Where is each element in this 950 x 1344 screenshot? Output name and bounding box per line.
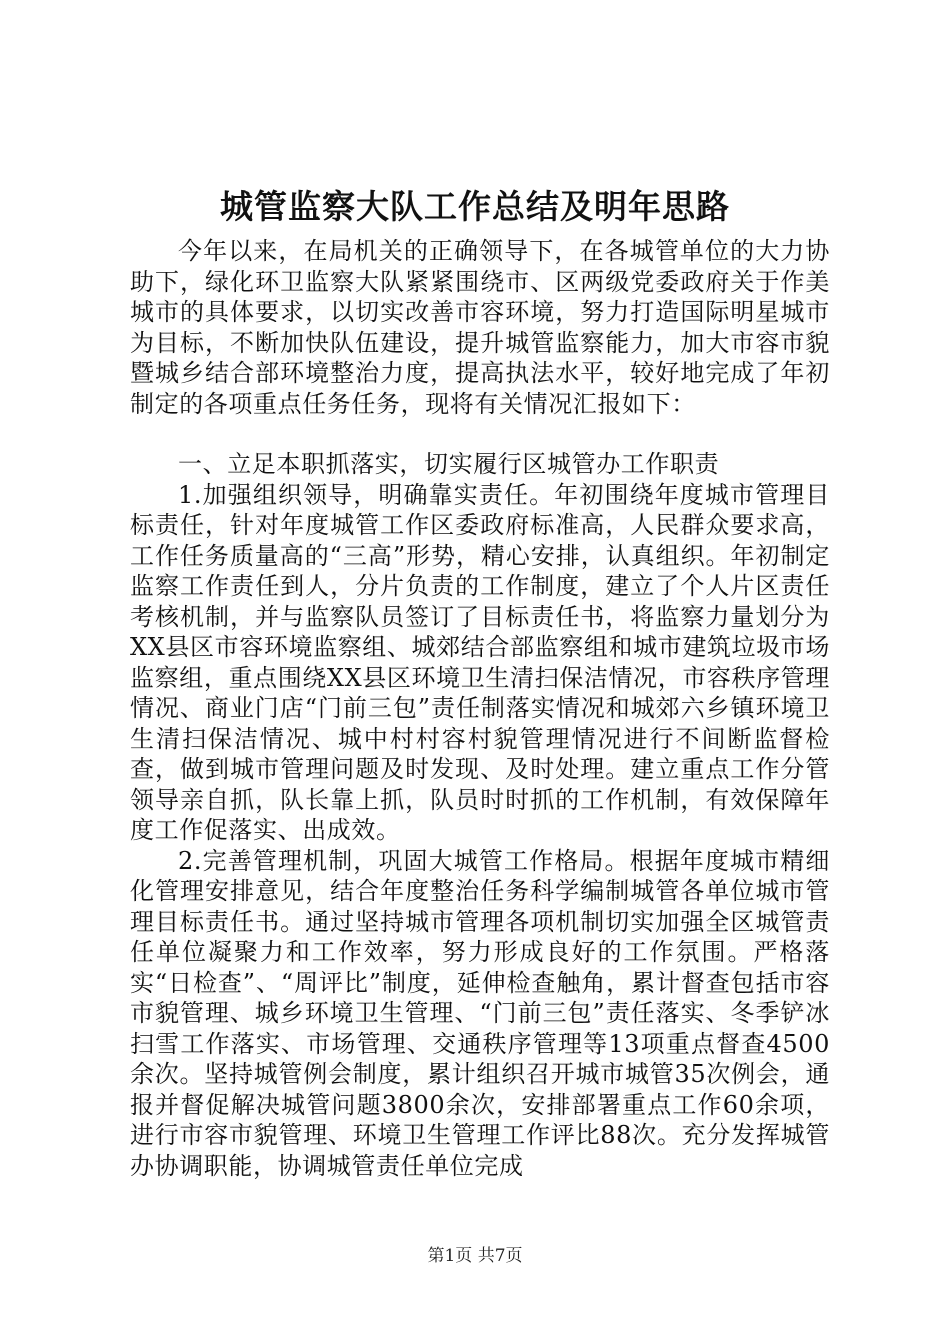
document-title: 城管监察大队工作总结及明年思路 <box>220 187 730 226</box>
section-heading: 一、立足本职抓落实，切实履行区城管办工作职责 <box>178 450 720 478</box>
paragraph-item-2: 2.完善管理机制，巩固大城管工作格局。根据年度城市精细化管理安排意见，结合年度整治任务科学编制城管各单位城市管理目标责任书。通过坚持城市管理各项机制切实加强全区城管责任单位凝聚力和工作效率，努力形成良好的工作氛围。严格落实“日检查”、“周评比”制度，延伸检查触角，累计督查包括市容市貌管理、城乡环境卫生管理、“门前三包”责任落实、冬季铲冰扫雪工作落实、市场管理、交通秩序管理等13项重点督查4500余次。坚持城管例会制度，累计组织召开城市城管35次例会，通报并督促解决城管问题3800余次，安排部署重点工作60余项，进行市容市貌管理、环境卫生管理工作评比88次。充分发挥城管办协调职能，协调城管责任单位完成 <box>130 846 830 1180</box>
page-number-footer: 第1页 共7页 <box>427 1246 523 1266</box>
document-body <box>130 236 830 1181</box>
paragraph-item-1: 1.加强组织领导，明确靠实责任。年初围绕年度城市管理目标责任，针对年度城管工作区委政府标准高，人民群众要求高，工作任务质量高的“三高”形势，精心安排，认真组织。年初制定监察工作责任到人，分片负责的工作制度，建立了个人片区责任考核机制，并与监察队员签订了目标责任书，将监察力量划分为XX县区市容环境监察组、城郊结合部监察组和城市建筑垃圾市场监察组，重点围绕XX县区环境卫生清扫保洁情况，市容秩序管理情况、商业门店“门前三包”责任制落实情况和城郊六乡镇环境卫生清扫保洁情况、城中村村容村貌管理情况进行不间断监督检查，做到城市管理问题及时发现、及时处理。建立重点工作分管领导亲自抓，队长靠上抓，队员时时抓的工作机制，有效保障年度工作促落实、出成效。 <box>130 480 830 844</box>
intro-paragraph: 今年以来，在局机关的正确领导下，在各城管单位的大力协助下，绿化环卫监察大队紧紧围绕市、区两级党委政府关于作美城市的具体要求，以切实改善市容环境，努力打造国际明星城市为目标，不断加快队伍建设，提升城管监察能力，加大市容市貌暨城乡结合部环境整治力度，提高执法水平，较好地完成了年初制定的各项重点任务任务，现将有关情况汇报如下： <box>130 237 830 418</box>
